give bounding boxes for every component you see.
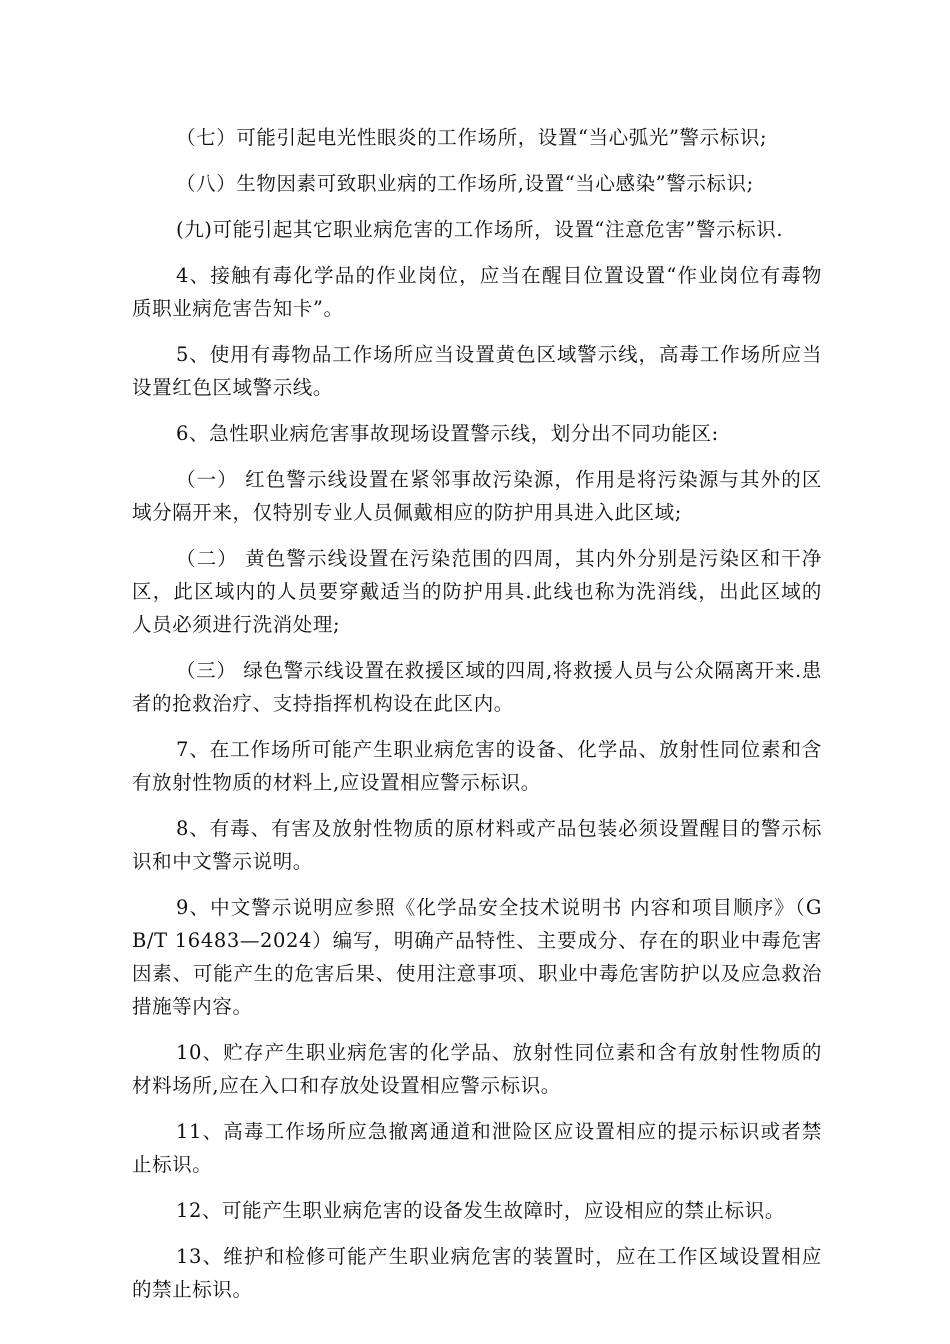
paragraph-9: 9、中文警示说明应参照《化学品安全技术说明书 内容和项目顺序》（GB/T 16483—2024）编写，明确产品特性、主要成分、存在的职业中毒危害因素、可能产生的危害后果、使用注意事项、职业中毒危害防护以及应急救治措施等内容。: [132, 896, 822, 1018]
paragraph-8: 8、有毒、有害及放射性物质的原材料或产品包装必须设置醒目的警示标识和中文警示说明。: [132, 817, 822, 873]
paragraph-5: 5、使用有毒物品工作场所应当设置黄色区域警示线，高毒工作场所应当设置红色区域警示线。: [132, 343, 822, 399]
paragraph-11: 11、高毒工作场所应急撤离通道和泄险区应设置相应的提示标识或者禁止标识。: [132, 1120, 822, 1176]
paragraph-item-7: （七）可能引起电光性眼炎的工作场所，设置“当心弧光”警示标识;: [176, 126, 768, 149]
paragraph-13: 13、维护和检修可能产生职业病危害的装置时，应在工作区域设置相应的禁止标识。: [132, 1245, 822, 1301]
paragraph-item-8: （八）生物因素可致职业病的工作场所,设置“当心感染”警示标识;: [176, 172, 754, 195]
paragraph-6: 6、急性职业病危害事故现场设置警示线，划分出不同功能区:: [176, 422, 719, 445]
paragraph-7: 7、在工作场所可能产生职业病危害的设备、化学品、放射性同位素和含有放射性物质的材料上,应设置相应警示标识。: [132, 738, 822, 794]
document-body: [132, 121, 822, 1319]
paragraph-4: 4、接触有毒化学品的作业岗位，应当在醒目位置设置“作业岗位有毒物质职业病危害告知卡”。: [132, 264, 822, 320]
paragraph-6-sub-3: （三） 绿色警示线设置在救援区域的四周,将救援人员与公众隔离开来.患者的抢救治疗、支持指挥机构设在此区内。: [132, 659, 822, 715]
paragraph-12: 12、可能产生职业病危害的设备发生故障时，应设相应的禁止标识。: [176, 1199, 785, 1222]
paragraph-item-9: (九)可能引起其它职业病危害的工作场所，设置“注意危害”警示标识.: [176, 218, 784, 241]
paragraph-10: 10、贮存产生职业病危害的化学品、放射性同位素和含有放射性物质的材料场所,应在入口和存放处设置相应警示标识。: [132, 1041, 822, 1097]
paragraph-6-sub-2: （二） 黄色警示线设置在污染范围的四周，其内外分别是污染区和干净区，此区域内的人员要穿戴适当的防护用具.此线也称为洗消线，出此区域的人员必须进行洗消处理;: [132, 547, 822, 636]
paragraph-6-sub-1: （一） 红色警示线设置在紧邻事故污染源，作用是将污染源与其外的区域分隔开来，仅特别专业人员佩戴相应的防护用具进入此区域;: [132, 468, 822, 524]
